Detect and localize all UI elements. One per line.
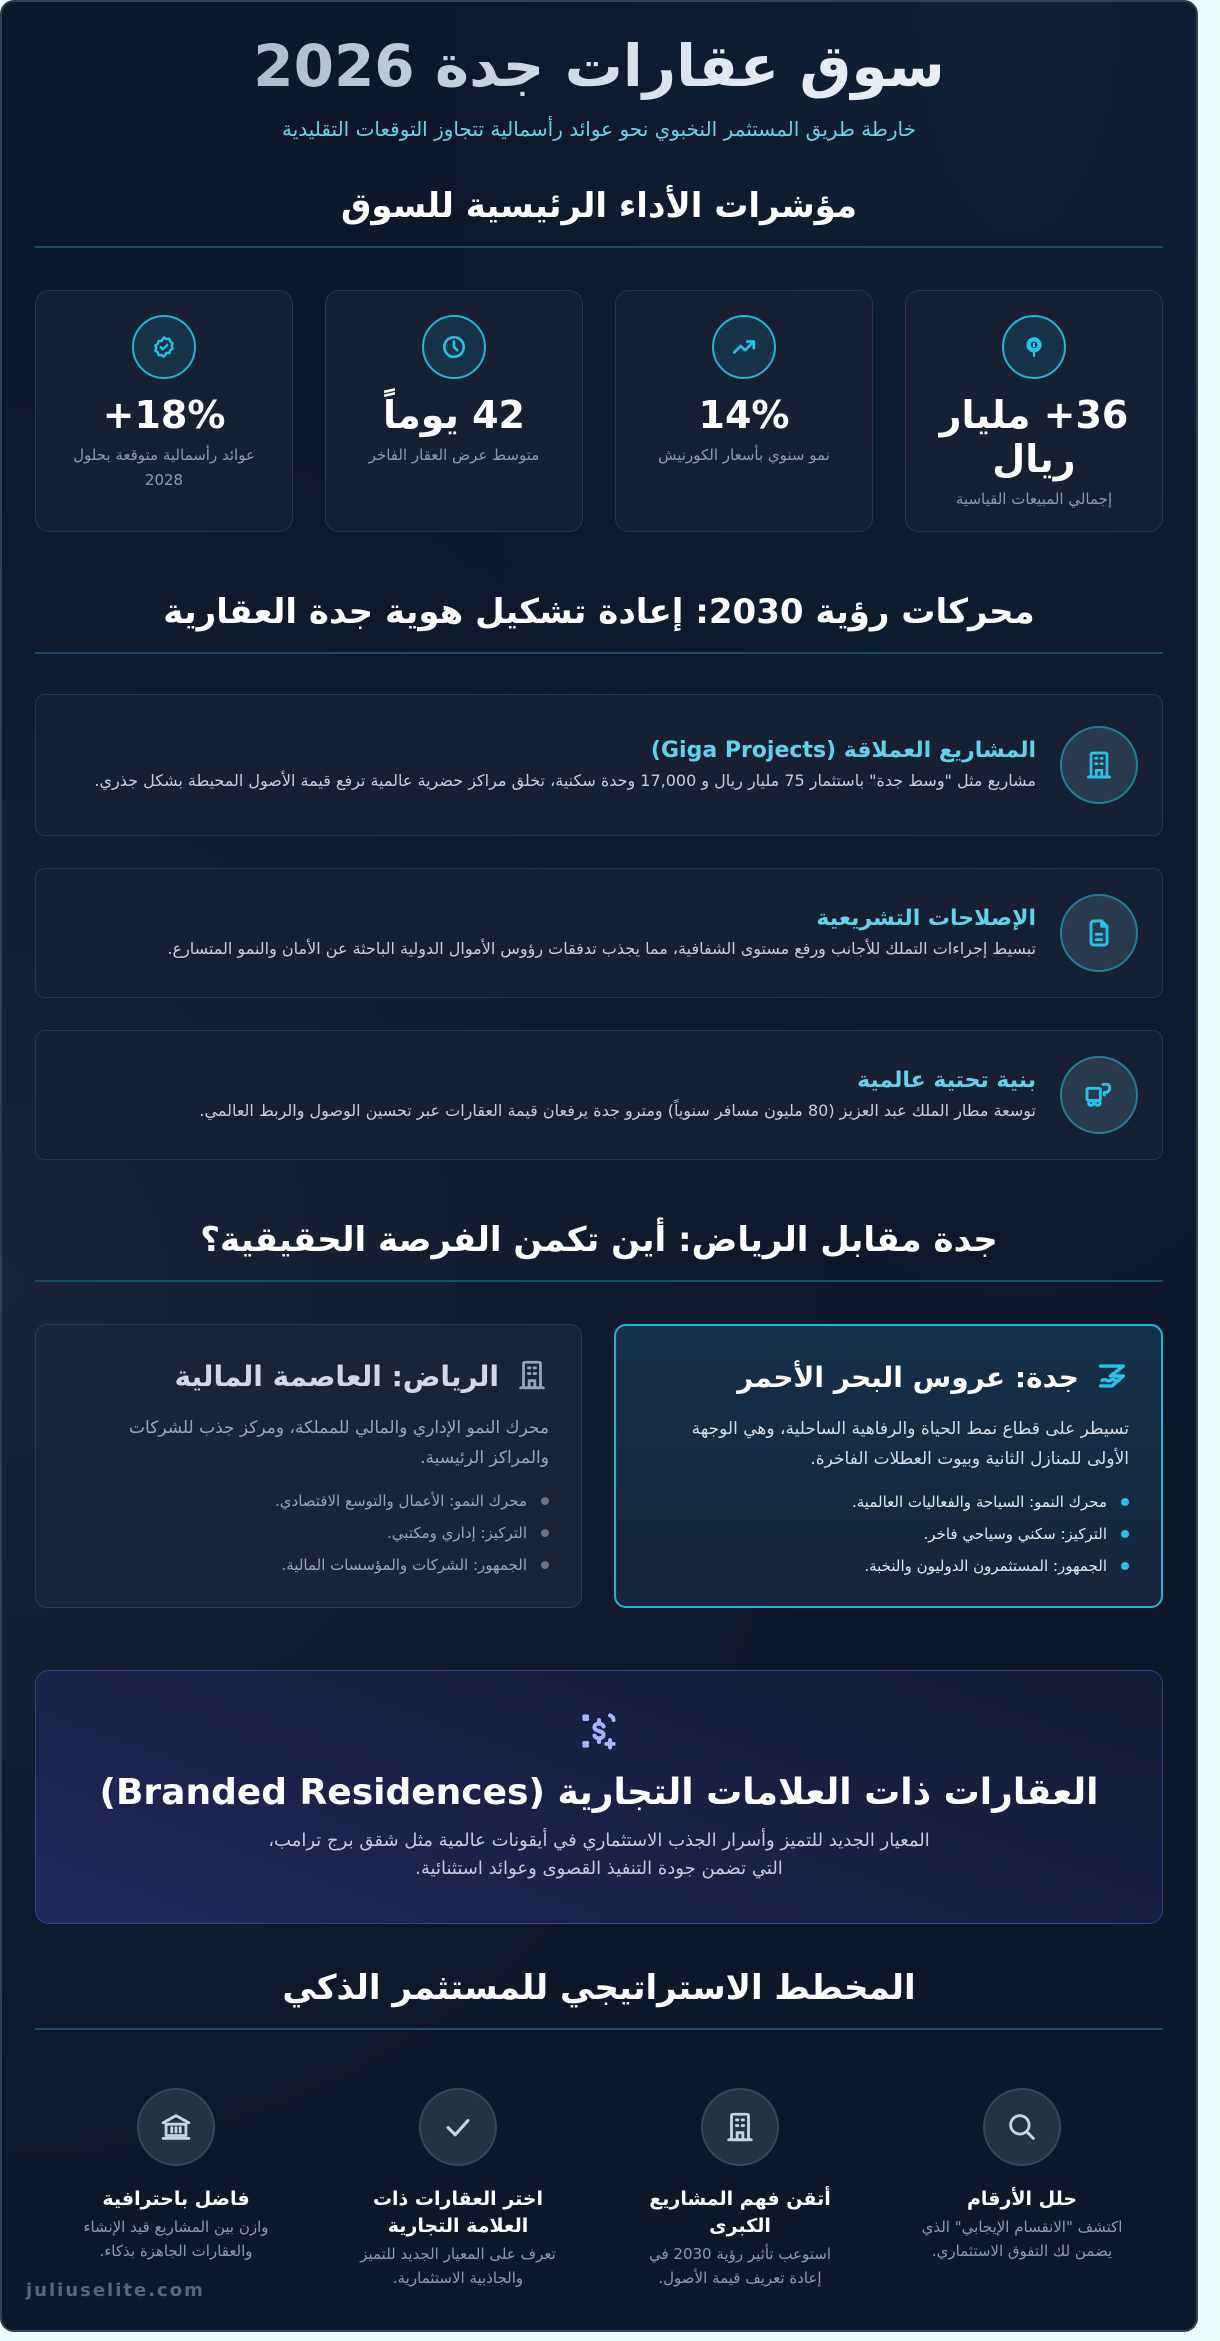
point-text: الجمهور: الشركات والمؤسسات المالية. bbox=[281, 1556, 527, 1574]
step-title: فاضل باحترافية bbox=[102, 2188, 250, 2210]
dollar-sparkle-icon bbox=[577, 1738, 621, 1757]
city-header bbox=[648, 1358, 1129, 1398]
city-points bbox=[68, 1485, 549, 1581]
bullet-icon bbox=[541, 1561, 549, 1569]
step-title: أتقن فهم المشاريع الكبرى bbox=[649, 2188, 831, 2237]
driver-title: الإصلاحات التشريعية bbox=[816, 906, 1036, 931]
driver-text bbox=[60, 735, 1036, 795]
list-item bbox=[68, 1517, 549, 1549]
bullet-icon bbox=[541, 1497, 549, 1505]
section-title-kpi: مؤشرات الأداء الرئيسية للسوق bbox=[340, 186, 857, 226]
section-title-compare: جدة مقابل الرياض: أين تكمن الفرصة الحقيقية؟ bbox=[200, 1220, 998, 1260]
driver-title: المشاريع العملاقة (Giga Projects) bbox=[650, 738, 1036, 763]
list-item bbox=[648, 1486, 1129, 1518]
driver-card-giga-projects bbox=[35, 694, 1163, 836]
kpi-section bbox=[2, 180, 1196, 248]
list-item bbox=[68, 1485, 549, 1517]
page-subtitle: خارطة طريق المستثمر النخبوي نحو عوائد رأسمالية تتجاوز التوقعات التقليدية bbox=[281, 117, 916, 141]
driver-card-legislative-reforms bbox=[35, 868, 1163, 998]
strategy-section bbox=[2, 1962, 1196, 2030]
city-points bbox=[648, 1486, 1129, 1582]
point-text: محرك النمو: الأعمال والتوسع الاقتصادي. bbox=[275, 1492, 527, 1510]
city-card-riyadh bbox=[35, 1324, 582, 1608]
section-title-drivers: محركات رؤية 2030: إعادة تشكيل هوية جدة العقارية bbox=[163, 592, 1035, 632]
section-divider bbox=[35, 652, 1163, 654]
list-item bbox=[648, 1518, 1129, 1550]
kpi-label: عوائد رأسمالية متوقعة بحلول 2028 bbox=[73, 446, 255, 489]
clock-icon bbox=[422, 315, 486, 379]
step-description: استوعب تأثير رؤية 2030 في إعادة تعريف قيمة الأصول. bbox=[648, 2245, 832, 2287]
driver-title: بنية تحتية عالمية bbox=[857, 1068, 1036, 1093]
truck-plane-icon bbox=[1060, 1056, 1138, 1134]
drivers-section bbox=[2, 586, 1196, 654]
bullet-icon bbox=[1121, 1562, 1129, 1570]
section-title-strategy: المخطط الاستراتيجي للمستثمر الذكي bbox=[282, 1968, 916, 2008]
section-divider bbox=[35, 246, 1163, 248]
kpi-value: 14% bbox=[698, 393, 790, 437]
badge-check-icon bbox=[132, 315, 196, 379]
building-icon bbox=[701, 2088, 779, 2166]
driver-card-infrastructure bbox=[35, 1030, 1163, 1160]
kpi-value: 42 يوماً bbox=[382, 393, 525, 437]
list-item bbox=[68, 1549, 549, 1581]
step-analyze-numbers bbox=[881, 2088, 1163, 2290]
branded-title: العقارات ذات العلامات التجارية (Branded Residences) bbox=[99, 1772, 1099, 1813]
bullet-icon bbox=[1121, 1498, 1129, 1506]
branded-desc-line: التي تضمن جودة التنفيذ القصوى وعوائد استثنائية. bbox=[415, 1858, 783, 1879]
kpi-value: 18%+ bbox=[102, 393, 226, 437]
city-comparison bbox=[35, 1324, 1163, 1608]
hero bbox=[2, 2, 1196, 144]
search-icon bbox=[983, 2088, 1061, 2166]
kpi-value: 36+ مليار ريال bbox=[939, 393, 1129, 481]
city-description: تسيطر على قطاع نمط الحياة والرفاهية الساحلية، وهي الوجهة الأولى للمنازل الثانية وبيوت العطلات الفاخرة. bbox=[691, 1419, 1129, 1469]
point-text: محرك النمو: السياحة والفعاليات العالمية. bbox=[852, 1493, 1107, 1511]
kpi-card-total-sales bbox=[905, 290, 1163, 532]
strategy-steps bbox=[35, 2088, 1163, 2290]
bullet-icon bbox=[541, 1529, 549, 1537]
list-item bbox=[648, 1550, 1129, 1582]
watermark: juliuselite.com bbox=[26, 2280, 205, 2301]
kpi-card-annual-growth bbox=[615, 290, 873, 532]
compare-section bbox=[2, 1214, 1196, 1282]
section-divider bbox=[35, 2028, 1163, 2030]
point-text: التركيز: سكني وسياحي فاخر. bbox=[923, 1525, 1107, 1543]
bullet-icon bbox=[1121, 1530, 1129, 1538]
branded-desc-line: المعيار الجديد للتميز وأسرار الجذب الاستثماري في أيقونات عالمية مثل شقق برج ترامب، bbox=[268, 1830, 930, 1851]
city-title: جدة: عروس البحر الأحمر bbox=[737, 1361, 1079, 1394]
point-text: التركيز: إداري ومكتبي. bbox=[387, 1524, 527, 1542]
kpi-label: نمو سنوي بأسعار الكورنيش bbox=[658, 446, 830, 464]
check-icon bbox=[419, 2088, 497, 2166]
driver-description: مشاريع مثل "وسط جدة" باستثمار 75 مليار ريال و 17,000 وحدة سكنية، تخلق مراكز حضرية عالمية ترفع قيمة الأصول المحيطة بشكل جذري. bbox=[94, 771, 1036, 790]
city-title: الرياض: العاصمة المالية bbox=[174, 1360, 499, 1393]
building-icon bbox=[1060, 726, 1138, 804]
driver-description: تبسيط إجراءات التملك للأجانب ورفع مستوى الشفافية، مما يجذب تدفقات رؤوس الأموال الدولية الباحثة عن الأمان والنمو المتسارع. bbox=[167, 939, 1036, 958]
step-description: وازن بين المشاريع قيد الإنشاء والعقارات الجاهزة بذكاء. bbox=[83, 2218, 269, 2260]
section-divider bbox=[35, 1280, 1163, 1282]
driver-text bbox=[60, 903, 1036, 963]
branded-description bbox=[36, 1827, 1162, 1883]
driver-description: توسعة مطار الملك عبد العزيز (80 مليون مسافر سنوياً) ومترو جدة يرفعان قيمة العقارات عبر تحسين الوصول والربط العالمي. bbox=[199, 1101, 1036, 1120]
city-header bbox=[68, 1357, 549, 1397]
kpi-card-capital-returns bbox=[35, 290, 293, 532]
office-building-icon bbox=[515, 1358, 549, 1396]
step-choose-branded bbox=[317, 2088, 599, 2290]
kpi-label: متوسط عرض العقار الفاخر bbox=[368, 446, 540, 464]
bank-icon bbox=[137, 2088, 215, 2166]
city-card-jeddah bbox=[614, 1324, 1163, 1608]
kpi-grid bbox=[35, 290, 1163, 532]
page-title: سوق عقارات جدة 2026 bbox=[2, 26, 1196, 106]
step-compare-professionally bbox=[35, 2088, 317, 2290]
point-text: الجمهور: المستثمرون الدوليون والنخبة. bbox=[864, 1557, 1107, 1575]
step-master-giga-projects bbox=[599, 2088, 881, 2290]
kpi-card-days-on-market bbox=[325, 290, 583, 532]
coin-icon bbox=[1002, 315, 1066, 379]
step-title: اختر العقارات ذات العلامة التجارية bbox=[372, 2188, 544, 2237]
step-description: تعرف على المعيار الجديد للتميز والجاذبية الاستثمارية. bbox=[360, 2245, 556, 2287]
branded-residences-banner bbox=[35, 1670, 1163, 1924]
file-text-icon bbox=[1060, 894, 1138, 972]
city-description: محرك النمو الإداري والمالي للمملكة، ومركز جذب للشركات والمراكز الرئيسية. bbox=[129, 1418, 549, 1468]
step-title: حلل الأرقام bbox=[966, 2188, 1078, 2210]
wave-icon bbox=[1095, 1359, 1129, 1397]
kpi-label: إجمالي المبيعات القياسية bbox=[955, 490, 1113, 508]
step-description: اكتشف "الانقسام الإيجابي" الذي يضمن لك التفوق الاستثماري. bbox=[921, 2218, 1123, 2260]
driver-text bbox=[60, 1065, 1036, 1125]
trending-up-icon bbox=[712, 315, 776, 379]
